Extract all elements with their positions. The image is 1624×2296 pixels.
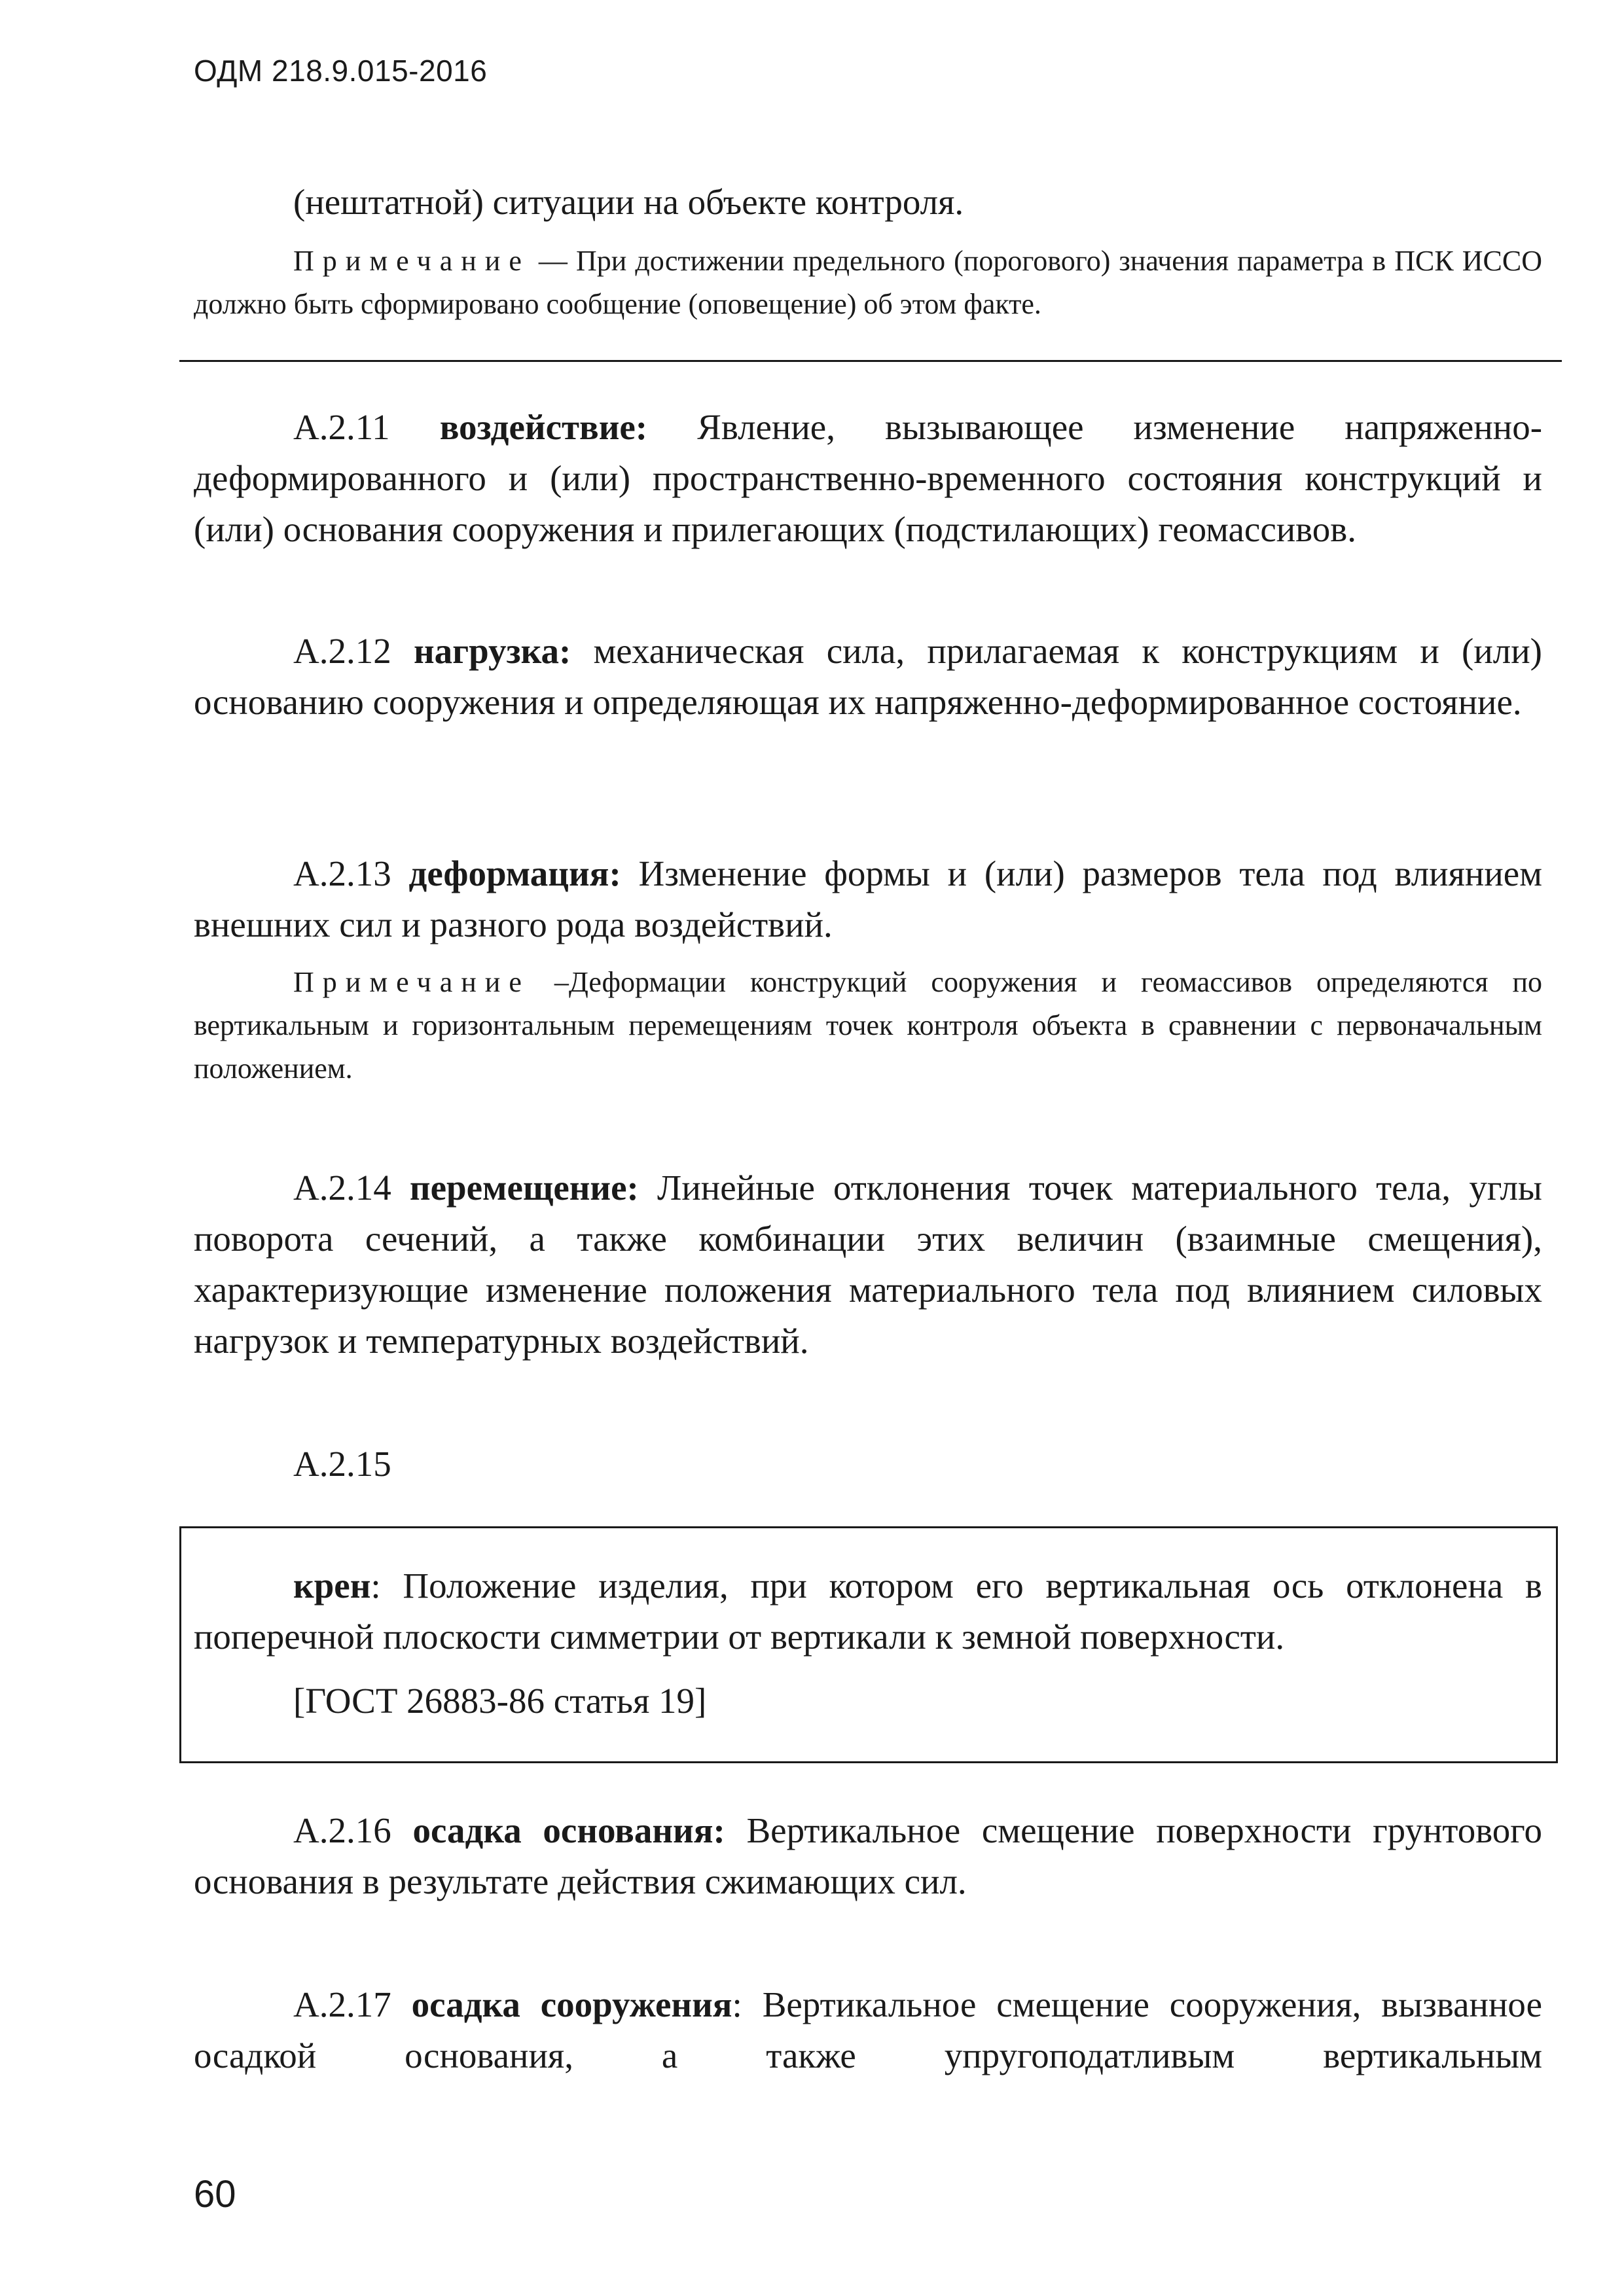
entry-a-2-15 (194, 1560, 1542, 1662)
note-1-text: — При достижении предельного (порогового) значения параметра в ПСК ИССО должно быть сформировано сообщение (оповещение) об этом факте. (194, 245, 1542, 320)
note-2-text: –Деформации конструкций сооружения и геомассивов определяются по вертикальным и горизонтальным перемещениям точек контроля объекта в сравнении с первоначальным положением. (194, 966, 1542, 1085)
entry-number: А.2.17 (293, 1984, 391, 2024)
note-1-label: Примечание (293, 245, 530, 277)
document-code: ОДМ 218.9.015-2016 (194, 54, 488, 88)
entry-definition: Явление, вызывающее изменение напряженно-деформированного и (или) пространственно-временного состояния конструкций и (или) основания сооружения и прилегающих (подстилающих) геомассивов. (194, 407, 1543, 549)
entry-number: А.2.13 (293, 853, 391, 893)
entry-definition: механическая сила, прилагаемая к конструкциям и (или) основанию сооружения и определяющая их напряженно-деформированное состояние. (194, 631, 1542, 722)
page-number: 60 (194, 2173, 236, 2215)
entry-number: А.2.16 (293, 1810, 391, 1850)
entry-definition: : Положение изделия, при котором его вертикальная ось отклонена в поперечной плоскости симметрии от вертикали к земной поверхности. (194, 1566, 1542, 1657)
entry-number: А.2.11 (293, 407, 390, 447)
separator-rule (179, 360, 1562, 362)
entry-a-2-14 (194, 1162, 1542, 1367)
entry-a-2-15-number: А.2.15 (293, 1444, 391, 1484)
entry-term: перемещение: (409, 1168, 639, 1208)
entry-term: деформация: (408, 853, 621, 893)
entry-a-2-13 (194, 848, 1542, 950)
entry-definition: Изменение формы и (или) размеров тела под влиянием внешних сил и разного рода воздействий. (194, 853, 1542, 944)
entry-a-2-17 (194, 1979, 1542, 2081)
entry-definition: Линейные отклонения точек материального тела, углы поворота сечений, а также комбинации этих величин (взаимные смещения), характеризующие изменение положения материального тела под влиянием силовых нагрузок и температурных воздействий. (194, 1168, 1542, 1361)
entry-term: воздействие: (439, 407, 648, 447)
entry-definition: : Вертикальное смещение сооружения, вызванное осадкой основания, а также упругоподатливым вертикальным (194, 1984, 1543, 2075)
entry-term: нагрузка: (413, 631, 571, 671)
entry-definition: Вертикальное смещение поверхности грунтового основания в результате действия сжимающих сил. (194, 1810, 1542, 1901)
entry-a-2-11 (194, 402, 1542, 555)
note-2 (194, 961, 1542, 1090)
note-2-label: Примечание (293, 966, 530, 998)
continuation-text: (нештатной) ситуации на объекте контроля. (293, 182, 964, 222)
entry-number: А.2.14 (293, 1168, 391, 1208)
entry-number: А.2.12 (293, 631, 391, 671)
entry-term: осадка основания: (412, 1810, 725, 1850)
note-1 (194, 240, 1542, 326)
entry-a-2-12 (194, 626, 1542, 728)
entry-term: осадка сооружения (411, 1984, 732, 2024)
entry-a-2-16 (194, 1805, 1542, 1907)
entry-term: крен (293, 1566, 371, 1605)
entry-a-2-15-source: [ГОСТ 26883-86 статья 19] (293, 1681, 707, 1721)
